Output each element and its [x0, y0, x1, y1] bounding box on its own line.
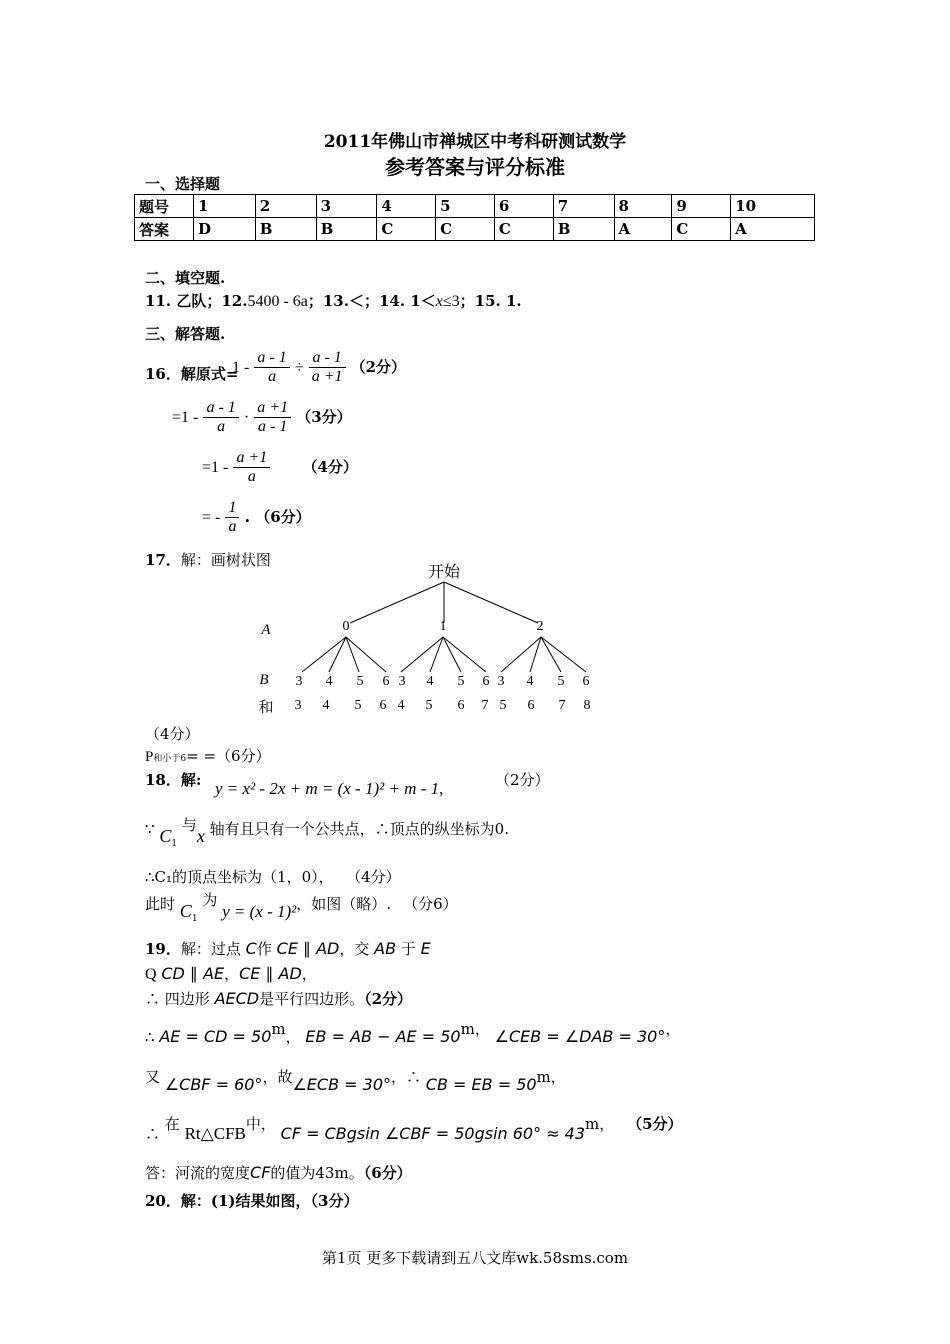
tree-edge: [443, 637, 461, 672]
table-cell: D: [194, 218, 256, 241]
step-prefix: =1 -: [202, 459, 229, 476]
period: .: [244, 507, 251, 526]
section2-heading: 二、填空题.: [145, 269, 226, 287]
table-cell: 1: [194, 195, 256, 218]
tree-diagram: [240, 555, 620, 725]
tree-sum: 4: [397, 698, 405, 713]
score: （2分）: [364, 990, 413, 1008]
step-prefix: =1 -: [172, 409, 199, 426]
table-cell: C: [672, 218, 731, 241]
therefore: ∴: [145, 1028, 155, 1046]
table-cell: A: [614, 218, 672, 241]
table-cell: 5: [436, 195, 495, 218]
text: ，故: [262, 1068, 293, 1086]
q11-answer: 11. 乙队；: [145, 292, 222, 310]
score: （4分）: [302, 458, 358, 476]
fill-in-answers: [145, 290, 522, 311]
eq-eb: EB = AB − AE = 50: [305, 1027, 461, 1046]
eq-cf: CF = CBgsin ∠CBF = 50gsin 60° ≈ 43: [280, 1124, 586, 1143]
curve-sub: 1: [171, 839, 178, 849]
q18-equation: [215, 779, 443, 799]
q19-line2: [145, 963, 317, 984]
prob-p: P: [145, 749, 154, 765]
text: ∴ 四边形: [145, 990, 210, 1008]
fraction-denominator: a +1: [311, 368, 343, 385]
q19-line4: [145, 1018, 681, 1046]
text: ，交: [339, 940, 370, 958]
text: 于: [400, 940, 416, 958]
line4-score: （分6）: [403, 895, 458, 913]
tree-node-b: 5: [557, 674, 565, 689]
point-c: C: [245, 939, 257, 958]
table-cell: A: [731, 218, 815, 241]
tree-row-sum: [295, 698, 591, 713]
q18-line4: [145, 891, 458, 924]
q17-text: 解：画树状图: [180, 551, 271, 569]
table-cell: 10: [731, 195, 815, 218]
eq-ae: AE = CD = 50: [159, 1027, 272, 1046]
q14-expr: ≤3: [442, 293, 460, 310]
segment-ab: AB: [374, 939, 397, 958]
q16-label: 16．解原式=: [145, 365, 239, 383]
tree-node-b: 5: [356, 674, 364, 689]
q12-expr: 5400 - 6a: [247, 293, 308, 310]
ce-parallel-ad: CE ∥ AD: [276, 939, 340, 958]
triangle-cfb: Rt△CFB: [184, 1124, 246, 1143]
q16-step4: [202, 499, 311, 536]
tree-sum: 6: [379, 698, 387, 713]
fraction: [309, 349, 346, 386]
q18-score1: （2分）: [495, 771, 550, 789]
line3-score: （4分）: [353, 868, 401, 886]
table-cell: B: [553, 218, 614, 241]
tree-sum: 5: [354, 698, 362, 713]
curve-c: C: [159, 826, 172, 846]
table-cell: 4: [377, 195, 436, 218]
score: （2分）: [350, 358, 407, 376]
text: ，: [665, 1020, 681, 1038]
table-cell: 9: [672, 195, 731, 218]
fraction-numerator: a +1: [233, 449, 270, 468]
cd-parallel-ae: CD ∥ AE: [161, 964, 225, 983]
tree-sum-label: 和: [258, 700, 274, 716]
q18-line3: [145, 866, 401, 887]
tree-node-b: 6: [582, 674, 590, 689]
q19-line5: [145, 1066, 566, 1094]
fraction-denominator: a: [268, 368, 277, 385]
q18-eq-text: y = x² - 2x + m = (x - 1)² + m - 1: [215, 779, 440, 798]
tree-node-b: 6: [482, 674, 490, 689]
fraction-denominator: a: [247, 468, 256, 485]
tree-node-b: 4: [526, 674, 534, 689]
step-prefix: 1 -: [232, 359, 250, 376]
tree-node-b: 6: [382, 674, 390, 689]
answer-table: [134, 194, 815, 241]
q19-answer: [145, 1162, 412, 1183]
q16-step3: [202, 449, 358, 486]
table-row: [135, 195, 815, 218]
table-cell: 2: [255, 195, 316, 218]
tree-edge: [443, 637, 486, 672]
line2-rest: 轴有且只有一个公共点，∴顶点的纵坐标为0.: [209, 820, 509, 838]
tree-node-b: 3: [295, 674, 303, 689]
text: ，: [301, 965, 317, 983]
unit: m: [460, 1020, 475, 1038]
text: 解：过点: [180, 940, 241, 958]
q16-step1: [232, 349, 406, 386]
fraction: [225, 499, 239, 536]
tree-sum: 6: [527, 698, 535, 713]
text: ，: [550, 1068, 566, 1086]
divide-operator: ÷: [294, 359, 304, 376]
prob-rest: = =（6分）: [186, 747, 271, 765]
text: 作: [256, 940, 272, 958]
line3-text: ∴C₁的顶点坐标为（1，0），: [145, 868, 334, 886]
line4-rest: ，如图（略）.: [296, 895, 392, 913]
tree-node-a: 2: [536, 619, 544, 634]
q14-x: x: [435, 293, 443, 310]
q18-label: 18．解:: [145, 771, 202, 789]
text: 是平行四边形。: [259, 990, 365, 1008]
unit: m: [271, 1020, 286, 1038]
eq-angle-ecb: ∠ECB = 30°: [292, 1075, 391, 1094]
tree-sum: 5: [499, 698, 507, 713]
q18-line2: [145, 816, 509, 849]
text: 的值为43m。: [270, 1164, 364, 1182]
q19-line3: [145, 988, 412, 1009]
line4-eq: y = (x - 1)²: [222, 902, 297, 921]
q19-label: 19．: [145, 940, 181, 958]
table-cell: B: [255, 218, 316, 241]
table-cell: C: [436, 218, 495, 241]
tree-edge: [541, 637, 586, 672]
q-symbol: Q: [145, 966, 157, 983]
text: 答：河流的宽度: [145, 1164, 251, 1182]
table-cell: B: [316, 218, 377, 241]
table-cell: 8: [614, 195, 672, 218]
text: 在: [164, 1115, 180, 1133]
fraction-numerator: a +1: [254, 399, 291, 418]
tree-sum: 6: [457, 698, 465, 713]
table-row: [135, 218, 815, 241]
fraction-denominator: a: [228, 518, 237, 535]
tree-sum: 8: [583, 698, 591, 713]
text: 中，: [245, 1115, 276, 1133]
therefore: ∴: [145, 1125, 161, 1143]
tree-edge: [444, 582, 538, 623]
tree-row-a-label: A: [261, 622, 271, 638]
fraction-denominator: a: [217, 418, 226, 435]
tree-node-b: 4: [426, 674, 434, 689]
score: （3分）: [296, 408, 352, 426]
curve-c: C: [179, 901, 192, 921]
text: ，: [224, 965, 240, 983]
q20-line: 20．解：(1)结果如图，（3分）: [145, 1192, 359, 1210]
q16-step2: [172, 399, 352, 436]
tree-edge: [541, 637, 561, 672]
title-line2: 参考答案与评分标准: [385, 155, 565, 179]
eq-angle-cbf: ∠CBF = 60°: [164, 1075, 263, 1094]
score: （6分）: [255, 508, 311, 526]
tree-node-b: 4: [325, 674, 333, 689]
unit: m: [536, 1068, 551, 1086]
section3-heading: 三、解答题.: [145, 325, 226, 343]
with-text: 与: [181, 816, 197, 834]
since-symbol: ∵: [145, 820, 155, 838]
q15-answer: ；15. 1.: [459, 292, 522, 310]
q13-answer: ；13.＜；: [307, 292, 379, 310]
tree-node-b: 3: [497, 674, 505, 689]
text: ，: [599, 1115, 615, 1133]
tree-root: 开始: [427, 564, 461, 581]
eq-cb: CB = EB = 50: [425, 1075, 537, 1094]
table-cell: 6: [494, 195, 553, 218]
multiply-operator: ·: [243, 409, 250, 426]
ce-parallel-ad: CE ∥ AD: [239, 964, 302, 983]
tree-row-b-label: B: [259, 672, 269, 688]
curve-sub: 1: [191, 914, 198, 924]
tree-row-b: [296, 674, 590, 689]
tree-edge: [350, 582, 444, 623]
table-cell: C: [377, 218, 436, 241]
wei-text: 为: [202, 891, 218, 909]
title-line1: 2011年佛山市禅城区中考科研测试数学: [323, 132, 627, 152]
fraction-numerator: a - 1: [254, 349, 289, 368]
score: （6分）: [363, 1164, 412, 1182]
shape-aecd: AECD: [214, 989, 260, 1008]
tree-sum: 5: [425, 698, 433, 713]
fraction-numerator: a - 1: [309, 349, 346, 368]
step-prefix: = -: [202, 509, 221, 526]
page-footer: 第1页 更多下载请到五八文库wk.58sms.com: [321, 1249, 629, 1267]
table-cell: 题号: [135, 195, 194, 218]
x-var: x: [196, 826, 205, 846]
fraction-numerator: a - 1: [203, 399, 238, 418]
tree-node-b: 3: [398, 674, 406, 689]
tree-node-a: 1: [439, 619, 447, 634]
tree-node-a: 0: [342, 619, 350, 634]
table-cell: 7: [553, 195, 614, 218]
text: ，: [285, 1028, 301, 1046]
table-cell: C: [494, 218, 553, 241]
unit: m: [585, 1115, 600, 1133]
q17-label: 17．: [145, 551, 181, 569]
q12-label: 12.: [221, 292, 248, 310]
tree-edge: [302, 637, 346, 672]
fraction: [203, 399, 238, 436]
fraction: [254, 349, 289, 386]
tree-sum: 3: [294, 698, 302, 713]
fraction-denominator: a - 1: [258, 418, 288, 435]
table-cell: 答案: [135, 218, 194, 241]
point-e: E: [420, 939, 431, 958]
table-cell: 3: [316, 195, 377, 218]
fraction: [233, 449, 270, 486]
text: ，∴: [391, 1068, 422, 1086]
section1-heading: 一、选择题: [145, 175, 221, 193]
segment-cf: CF: [250, 1163, 271, 1182]
q14-label: 14. 1＜: [378, 292, 436, 310]
tree-sum: 4: [322, 698, 330, 713]
fraction-numerator: 1: [225, 499, 239, 518]
tree-node-b: 5: [457, 674, 465, 689]
tree-edge: [329, 637, 346, 672]
q19-line6: [145, 1113, 683, 1143]
eq-angle-ceb: ∠CEB = ∠DAB = 30°: [494, 1027, 666, 1046]
fraction: [254, 399, 291, 436]
text: ，: [474, 1020, 490, 1038]
q17-score1: （4分）: [145, 725, 200, 743]
score: （5分）: [627, 1115, 683, 1133]
prob-subscript: 和小于6: [153, 754, 187, 764]
q17-probability: [145, 745, 271, 766]
tree-sum: 7: [558, 698, 566, 713]
text: 又: [145, 1068, 161, 1086]
q19-line1: [145, 938, 431, 959]
tree-sum: 7: [481, 698, 489, 713]
line4-pre: 此时: [145, 895, 176, 913]
q18-eq-comma: ,: [439, 779, 444, 798]
